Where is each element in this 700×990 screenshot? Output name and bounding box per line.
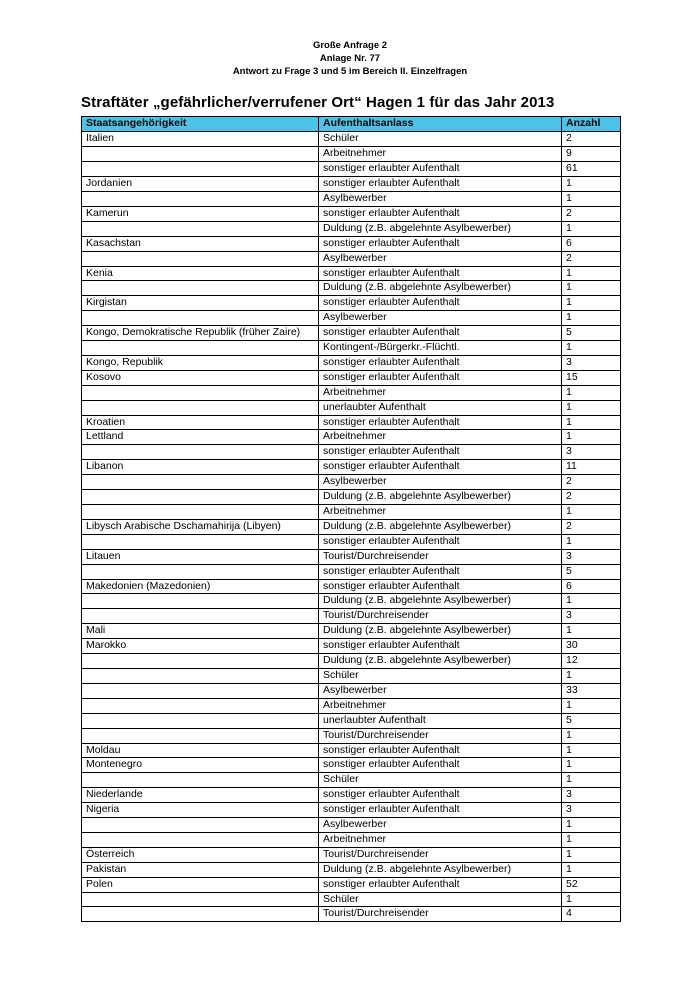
cell-residence-reason: Tourist/Durchreisender: [319, 847, 562, 862]
cell-residence-reason: Asylbewerber: [319, 251, 562, 266]
cell-count: 3: [562, 788, 621, 803]
cell-residence-reason: Duldung (z.B. abgelehnte Asylbewerber): [319, 221, 562, 236]
table-row: [82, 698, 621, 713]
cell-count: 52: [562, 877, 621, 892]
cell-nationality: [82, 713, 319, 728]
table-row: [82, 177, 621, 192]
cell-residence-reason: Arbeitnehmer: [319, 147, 562, 162]
cell-count: 61: [562, 162, 621, 177]
cell-count: 33: [562, 683, 621, 698]
cell-count: 6: [562, 236, 621, 251]
cell-residence-reason: Kontingent-/Bürgerkr.-Flüchtl.: [319, 341, 562, 356]
cell-nationality: [82, 564, 319, 579]
header-line-1: Große Anfrage 2: [312, 40, 388, 51]
table-row: [82, 370, 621, 385]
cell-count: 12: [562, 654, 621, 669]
table-header-row: [82, 117, 621, 132]
column-header-residence-reason: Aufenthaltsanlass: [319, 117, 562, 132]
cell-count: 1: [562, 311, 621, 326]
cell-count: 1: [562, 624, 621, 639]
cell-nationality: Libanon: [82, 460, 319, 475]
table-row: [82, 803, 621, 818]
table-row: [82, 341, 621, 356]
cell-count: 1: [562, 892, 621, 907]
table-row: [82, 191, 621, 206]
table-row: [82, 415, 621, 430]
cell-nationality: [82, 832, 319, 847]
cell-count: 1: [562, 505, 621, 520]
cell-residence-reason: sonstiger erlaubter Aufenthalt: [319, 579, 562, 594]
cell-count: 1: [562, 281, 621, 296]
cell-nationality: [82, 683, 319, 698]
cell-count: 1: [562, 415, 621, 430]
table-row: [82, 877, 621, 892]
table-row: [82, 475, 621, 490]
cell-residence-reason: sonstiger erlaubter Aufenthalt: [319, 296, 562, 311]
cell-nationality: Kosovo: [82, 370, 319, 385]
cell-nationality: [82, 818, 319, 833]
cell-count: 1: [562, 534, 621, 549]
cell-residence-reason: Schüler: [319, 668, 562, 683]
cell-nationality: Polen: [82, 877, 319, 892]
cell-nationality: [82, 311, 319, 326]
cell-count: 1: [562, 847, 621, 862]
cell-count: 1: [562, 862, 621, 877]
cell-count: 5: [562, 564, 621, 579]
table-row: [82, 713, 621, 728]
table-row: [82, 400, 621, 415]
table-row: [82, 579, 621, 594]
cell-nationality: [82, 162, 319, 177]
cell-residence-reason: sonstiger erlaubter Aufenthalt: [319, 564, 562, 579]
cell-nationality: [82, 594, 319, 609]
table-row: [82, 519, 621, 534]
cell-count: 1: [562, 743, 621, 758]
cell-nationality: Libysch Arabische Dschamahirija (Libyen): [82, 519, 319, 534]
column-header-count: Anzahl: [562, 117, 621, 132]
cell-nationality: [82, 475, 319, 490]
cell-nationality: Kirgistan: [82, 296, 319, 311]
header-line-2: Anlage Nr. 77: [319, 52, 381, 64]
cell-residence-reason: Asylbewerber: [319, 191, 562, 206]
cell-residence-reason: sonstiger erlaubter Aufenthalt: [319, 415, 562, 430]
cell-residence-reason: sonstiger erlaubter Aufenthalt: [319, 445, 562, 460]
cell-count: 1: [562, 385, 621, 400]
cell-nationality: Pakistan: [82, 862, 319, 877]
cell-nationality: Kamerun: [82, 206, 319, 221]
cell-count: 1: [562, 832, 621, 847]
table-row: [82, 788, 621, 803]
cell-count: 15: [562, 370, 621, 385]
table-row: [82, 654, 621, 669]
cell-residence-reason: Duldung (z.B. abgelehnte Asylbewerber): [319, 281, 562, 296]
cell-residence-reason: sonstiger erlaubter Aufenthalt: [319, 206, 562, 221]
cell-count: 1: [562, 728, 621, 743]
cell-count: 2: [562, 206, 621, 221]
table-row: [82, 445, 621, 460]
table-row: [82, 639, 621, 654]
page-title: Straftäter „gefährlicher/verrufener Ort“ Hagen 1 für das Jahr 2013: [81, 94, 555, 112]
cell-residence-reason: sonstiger erlaubter Aufenthalt: [319, 639, 562, 654]
cell-nationality: Österreich: [82, 847, 319, 862]
cell-nationality: Montenegro: [82, 758, 319, 773]
cell-residence-reason: Duldung (z.B. abgelehnte Asylbewerber): [319, 594, 562, 609]
cell-nationality: [82, 490, 319, 505]
header-line-3: Antwort zu Frage 3 und 5 im Bereich II. Einzelfragen: [232, 65, 468, 77]
cell-count: 5: [562, 713, 621, 728]
table-row: [82, 206, 621, 221]
cell-nationality: [82, 400, 319, 415]
cell-residence-reason: Tourist/Durchreisender: [319, 728, 562, 743]
cell-nationality: [82, 773, 319, 788]
cell-nationality: [82, 221, 319, 236]
cell-count: 2: [562, 251, 621, 266]
cell-nationality: Kenia: [82, 266, 319, 281]
cell-count: 11: [562, 460, 621, 475]
cell-nationality: [82, 445, 319, 460]
cell-count: 1: [562, 221, 621, 236]
cell-count: 1: [562, 818, 621, 833]
cell-count: 3: [562, 803, 621, 818]
cell-nationality: [82, 341, 319, 356]
cell-count: 2: [562, 490, 621, 505]
cell-residence-reason: Arbeitnehmer: [319, 698, 562, 713]
cell-residence-reason: sonstiger erlaubter Aufenthalt: [319, 743, 562, 758]
table-row: [82, 594, 621, 609]
cell-residence-reason: sonstiger erlaubter Aufenthalt: [319, 236, 562, 251]
cell-count: 5: [562, 326, 621, 341]
table-row: [82, 847, 621, 862]
cell-count: 3: [562, 445, 621, 460]
cell-residence-reason: Arbeitnehmer: [319, 505, 562, 520]
table-row: [82, 564, 621, 579]
cell-residence-reason: Asylbewerber: [319, 475, 562, 490]
cell-residence-reason: Duldung (z.B. abgelehnte Asylbewerber): [319, 519, 562, 534]
table-row: [82, 326, 621, 341]
document-header: [0, 0, 700, 78]
cell-nationality: [82, 385, 319, 400]
cell-count: 1: [562, 191, 621, 206]
table-row: [82, 490, 621, 505]
cell-count: 1: [562, 177, 621, 192]
table-row: [82, 907, 621, 922]
cell-nationality: Mali: [82, 624, 319, 639]
cell-nationality: [82, 668, 319, 683]
cell-count: 2: [562, 475, 621, 490]
table-row: [82, 266, 621, 281]
cell-residence-reason: Tourist/Durchreisender: [319, 907, 562, 922]
cell-residence-reason: sonstiger erlaubter Aufenthalt: [319, 177, 562, 192]
cell-count: 1: [562, 400, 621, 415]
cell-count: 1: [562, 594, 621, 609]
cell-residence-reason: Asylbewerber: [319, 311, 562, 326]
table-row: [82, 549, 621, 564]
cell-nationality: [82, 281, 319, 296]
cell-residence-reason: sonstiger erlaubter Aufenthalt: [319, 803, 562, 818]
cell-residence-reason: Tourist/Durchreisender: [319, 609, 562, 624]
cell-count: 1: [562, 266, 621, 281]
cell-nationality: [82, 505, 319, 520]
cell-nationality: [82, 147, 319, 162]
cell-nationality: [82, 251, 319, 266]
cell-count: 30: [562, 639, 621, 654]
cell-residence-reason: sonstiger erlaubter Aufenthalt: [319, 266, 562, 281]
table-row: [82, 892, 621, 907]
table-row: [82, 624, 621, 639]
table-row: [82, 147, 621, 162]
table-body: [82, 132, 621, 922]
table-row: [82, 162, 621, 177]
cell-residence-reason: Arbeitnehmer: [319, 385, 562, 400]
cell-nationality: Marokko: [82, 639, 319, 654]
cell-nationality: Nigeria: [82, 803, 319, 818]
table-row: [82, 534, 621, 549]
table-row: [82, 221, 621, 236]
cell-residence-reason: Duldung (z.B. abgelehnte Asylbewerber): [319, 654, 562, 669]
cell-residence-reason: sonstiger erlaubter Aufenthalt: [319, 758, 562, 773]
cell-residence-reason: Arbeitnehmer: [319, 832, 562, 847]
column-header-nationality: Staatsangehörigkeit: [82, 117, 319, 132]
cell-residence-reason: Tourist/Durchreisender: [319, 549, 562, 564]
cell-count: 1: [562, 430, 621, 445]
cell-residence-reason: sonstiger erlaubter Aufenthalt: [319, 370, 562, 385]
table-row: [82, 430, 621, 445]
table-row: [82, 505, 621, 520]
cell-count: 3: [562, 609, 621, 624]
table-row: [82, 773, 621, 788]
table-row: [82, 683, 621, 698]
cell-nationality: [82, 191, 319, 206]
table-row: [82, 832, 621, 847]
cell-count: 3: [562, 355, 621, 370]
table-row: [82, 818, 621, 833]
cell-residence-reason: unerlaubter Aufenthalt: [319, 400, 562, 415]
cell-nationality: [82, 892, 319, 907]
table-row: [82, 236, 621, 251]
cell-residence-reason: Duldung (z.B. abgelehnte Asylbewerber): [319, 490, 562, 505]
table-row: [82, 862, 621, 877]
cell-nationality: [82, 728, 319, 743]
cell-residence-reason: sonstiger erlaubter Aufenthalt: [319, 460, 562, 475]
table-row: [82, 743, 621, 758]
cell-residence-reason: sonstiger erlaubter Aufenthalt: [319, 788, 562, 803]
cell-residence-reason: Asylbewerber: [319, 683, 562, 698]
table-row: [82, 460, 621, 475]
cell-residence-reason: unerlaubter Aufenthalt: [319, 713, 562, 728]
table-row: [82, 251, 621, 266]
cell-residence-reason: Duldung (z.B. abgelehnte Asylbewerber): [319, 862, 562, 877]
cell-residence-reason: Schüler: [319, 773, 562, 788]
cell-nationality: [82, 609, 319, 624]
table-row: [82, 296, 621, 311]
cell-nationality: Kongo, Republik: [82, 355, 319, 370]
cell-nationality: [82, 534, 319, 549]
cell-nationality: Kasachstan: [82, 236, 319, 251]
cell-nationality: Niederlande: [82, 788, 319, 803]
cell-nationality: Italien: [82, 132, 319, 147]
cell-nationality: [82, 654, 319, 669]
cell-count: 6: [562, 579, 621, 594]
cell-nationality: [82, 907, 319, 922]
cell-residence-reason: sonstiger erlaubter Aufenthalt: [319, 355, 562, 370]
cell-residence-reason: Schüler: [319, 132, 562, 147]
cell-nationality: Lettland: [82, 430, 319, 445]
cell-residence-reason: Schüler: [319, 892, 562, 907]
table-row: [82, 281, 621, 296]
cell-count: 1: [562, 296, 621, 311]
table-row: [82, 311, 621, 326]
table-row: [82, 609, 621, 624]
cell-count: 1: [562, 773, 621, 788]
cell-residence-reason: sonstiger erlaubter Aufenthalt: [319, 877, 562, 892]
cell-count: 1: [562, 341, 621, 356]
cell-nationality: Jordanien: [82, 177, 319, 192]
offenders-table: [81, 116, 621, 922]
cell-nationality: Litauen: [82, 549, 319, 564]
table-row: [82, 758, 621, 773]
cell-count: 9: [562, 147, 621, 162]
cell-residence-reason: sonstiger erlaubter Aufenthalt: [319, 534, 562, 549]
cell-residence-reason: Duldung (z.B. abgelehnte Asylbewerber): [319, 624, 562, 639]
table-row: [82, 355, 621, 370]
cell-count: 3: [562, 549, 621, 564]
cell-count: 1: [562, 698, 621, 713]
cell-residence-reason: sonstiger erlaubter Aufenthalt: [319, 162, 562, 177]
cell-count: 2: [562, 519, 621, 534]
cell-residence-reason: Asylbewerber: [319, 818, 562, 833]
table-row: [82, 668, 621, 683]
cell-residence-reason: Arbeitnehmer: [319, 430, 562, 445]
cell-count: 4: [562, 907, 621, 922]
cell-nationality: Moldau: [82, 743, 319, 758]
table-row: [82, 132, 621, 147]
cell-nationality: Kongo, Demokratische Republik (früher Zaire): [82, 326, 319, 341]
cell-count: 1: [562, 668, 621, 683]
cell-count: 2: [562, 132, 621, 147]
cell-nationality: [82, 698, 319, 713]
table-row: [82, 385, 621, 400]
table-row: [82, 728, 621, 743]
cell-count: 1: [562, 758, 621, 773]
cell-nationality: Makedonien (Mazedonien): [82, 579, 319, 594]
cell-residence-reason: sonstiger erlaubter Aufenthalt: [319, 326, 562, 341]
cell-nationality: Kroatien: [82, 415, 319, 430]
